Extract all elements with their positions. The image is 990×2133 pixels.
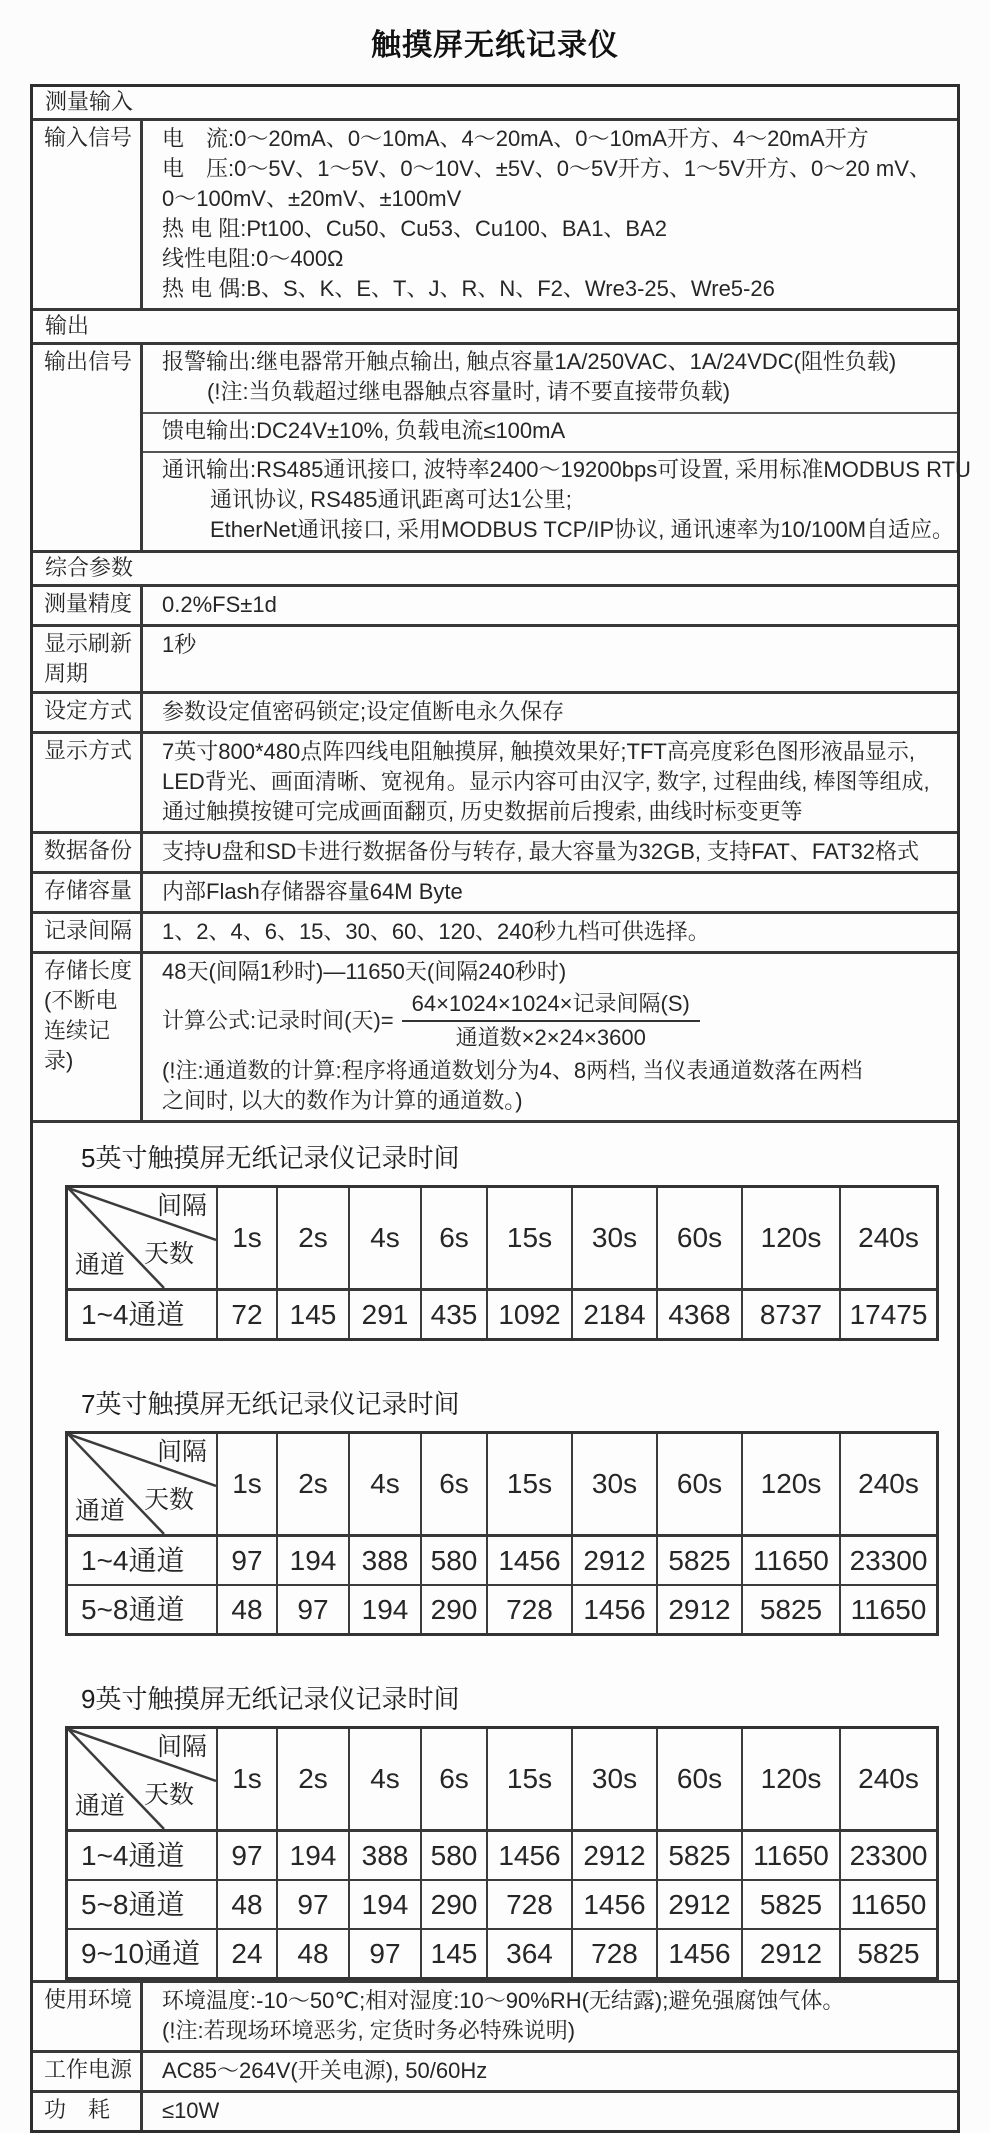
channel-row-label: 9~10通道 (81, 1937, 201, 1969)
record-table-header (68, 1729, 936, 1832)
row-data-backup (33, 831, 957, 871)
table-row (68, 1291, 936, 1338)
input-signal-line: 热 电 阻:Pt100、Cu50、Cu53、Cu100、BA1、BA2 (162, 216, 668, 241)
row-storage-capacity (33, 871, 957, 911)
days-value-cell: 4368 (656, 1291, 741, 1338)
days-value-cell: 97 (276, 1881, 348, 1928)
diagonal-label-days: 天数 (144, 1486, 195, 1514)
days-value-cell: 11650 (741, 1832, 839, 1879)
display-method-line: 7英寸800*480点阵四线电阻触摸屏, 触摸效果好;TFT高亮度彩色图形液晶显示, (162, 739, 915, 764)
days-value-cell: 5825 (656, 1537, 741, 1584)
data-backup-label: 数据备份 (33, 834, 143, 871)
days-value-cell: 580 (420, 1537, 486, 1584)
interval-header-cell: 6s (420, 1188, 486, 1288)
row-value-cells (216, 1930, 936, 1977)
interval-header-cell: 240s (839, 1729, 936, 1829)
days-value-cell: 23300 (839, 1832, 936, 1879)
display-method-line: LED背光、画面清晰、宽视角。显示内容可由汉字, 数字, 过程曲线, 棒图等组成, (162, 769, 930, 794)
diagonal-header-cell (68, 1434, 216, 1534)
record-table-header (68, 1434, 936, 1537)
days-value-cell: 5825 (741, 1586, 839, 1633)
storage-length-formula (162, 989, 947, 1053)
interval-header-cell: 240s (839, 1188, 936, 1288)
comm-output-line3: EtherNet通讯接口, 采用MODBUS TCP/IP协议, 通讯速率为10/100M自适应。 (210, 517, 955, 542)
feed-output-line: 馈电输出:DC24V±10%, 负载电流≤100mA (162, 418, 566, 443)
record-interval-value: 1、2、4、6、15、30、60、120、240秒九档可供选择。 (162, 919, 710, 944)
days-value-cell: 291 (348, 1291, 420, 1338)
days-value-cell: 8737 (741, 1291, 839, 1338)
accuracy-value: 0.2%FS±1d (162, 592, 277, 617)
formula-numerator: 64×1024×1024×记录间隔(S) (402, 989, 700, 1022)
storage-length-label-line3: 连续记录) (44, 1018, 111, 1073)
diagonal-label-interval: 间隔 (156, 1438, 207, 1466)
days-value-cell: 728 (486, 1586, 571, 1633)
days-value-cell: 1456 (571, 1586, 656, 1633)
section-header-output: 输出 (33, 308, 957, 342)
channel-row-label: 5~8通道 (81, 1888, 185, 1920)
storage-length-note2: 之间时, 以大的数作为计算的通道数。) (162, 1088, 523, 1113)
diagonal-header-cell (68, 1188, 216, 1288)
refresh-period-value: 1秒 (162, 632, 197, 657)
storage-capacity-value: 内部Flash存储器容量64M Byte (162, 879, 463, 904)
days-value-cell: 1092 (486, 1291, 571, 1338)
interval-header-cell: 15s (486, 1188, 571, 1288)
power-supply-value: AC85～264V(开关电源), 50/60Hz (162, 2058, 488, 2083)
days-value-cell: 11650 (839, 1881, 936, 1928)
input-signal-line: 电 流:0～20mA、0～10mA、4～20mA、0～10mA开方、4～20mA开方 (162, 126, 869, 151)
record-table-7inch (65, 1431, 939, 1636)
days-value-cell: 11650 (839, 1586, 936, 1633)
output-signal-label: 输出信号 (33, 345, 143, 550)
display-method-line: 通过触摸按键可完成画面翻页, 历史数据前后搜索, 曲线时标变更等 (162, 799, 803, 824)
days-value-cell: 194 (276, 1537, 348, 1584)
row-display-method (33, 731, 957, 831)
row-value-cells (216, 1881, 936, 1928)
power-consumption-label: 功 耗 (33, 2093, 143, 2130)
days-value-cell: 97 (348, 1930, 420, 1977)
interval-header-cell: 30s (571, 1434, 656, 1534)
row-value-cells (216, 1586, 936, 1633)
row-value-cells (216, 1537, 936, 1584)
days-value-cell: 388 (348, 1832, 420, 1879)
record-table-block-7inch (65, 1389, 957, 1636)
days-value-cell: 5825 (656, 1832, 741, 1879)
days-value-cell: 72 (216, 1291, 276, 1338)
days-value-cell: 11650 (741, 1537, 839, 1584)
diagonal-label-interval: 间隔 (156, 1192, 207, 1220)
setting-method-value: 参数设定值密码锁定;设定值断电永久保存 (162, 699, 565, 724)
record-table-title-5inch: 5英寸触摸屏无纸记录仪记录时间 (81, 1143, 460, 1173)
days-value-cell: 2912 (656, 1881, 741, 1928)
days-value-cell: 23300 (839, 1537, 936, 1584)
refresh-period-label: 显示刷新周期 (33, 627, 143, 691)
days-value-cell: 2184 (571, 1291, 656, 1338)
interval-header-cell: 120s (741, 1188, 839, 1288)
interval-header-cell: 240s (839, 1434, 936, 1534)
interval-header-cell: 120s (741, 1434, 839, 1534)
comm-output-subrow (143, 451, 971, 550)
days-value-cell: 48 (276, 1930, 348, 1977)
environment-content (143, 1983, 957, 2050)
channel-row-label: 1~4通道 (81, 1839, 185, 1871)
days-value-cell: 388 (348, 1537, 420, 1584)
days-value-cell: 290 (420, 1881, 486, 1928)
page-title: 触摸屏无纸记录仪 (371, 29, 619, 62)
storage-length-range: 48天(间隔1秒时)—11650天(间隔240秒时) (162, 959, 567, 984)
record-interval-label: 记录间隔 (33, 914, 143, 951)
input-signal-label: 输入信号 (33, 121, 143, 308)
interval-header-cell: 15s (486, 1434, 571, 1534)
row-setting-method (33, 691, 957, 731)
table-row (68, 1584, 936, 1633)
row-storage-length (33, 951, 957, 1120)
days-value-cell: 2912 (571, 1832, 656, 1879)
record-table-block-5inch (65, 1143, 957, 1341)
days-value-cell: 17475 (839, 1291, 936, 1338)
diagonal-label-days: 天数 (144, 1240, 195, 1268)
storage-length-label-line1: 存储长度 (44, 958, 133, 983)
input-signal-line: 电 压:0～5V、1～5V、0～10V、±5V、0～5V开方、1～5V开方、0～20 mV、 (162, 156, 931, 181)
interval-header-cells (216, 1188, 936, 1288)
days-value-cell: 48 (216, 1881, 276, 1928)
days-value-cell: 2912 (656, 1586, 741, 1633)
days-value-cell: 1456 (486, 1832, 571, 1879)
interval-header-cells (216, 1729, 936, 1829)
diagonal-label-channel: 通道 (75, 1792, 126, 1820)
days-value-cell: 1456 (571, 1881, 656, 1928)
environment-line1: 环境温度:-10～50℃;相对湿度:10～90%RH(无结露);避免强腐蚀气体。 (162, 1988, 845, 2013)
row-power-consumption (33, 2090, 957, 2130)
days-value-cell: 580 (420, 1832, 486, 1879)
record-table-9inch (65, 1726, 939, 1980)
days-value-cell: 97 (276, 1586, 348, 1633)
diagonal-label-days: 天数 (144, 1781, 195, 1809)
days-value-cell: 435 (420, 1291, 486, 1338)
channel-row-label: 1~4通道 (81, 1544, 185, 1576)
input-signal-content (143, 121, 957, 308)
interval-header-cell: 1s (216, 1434, 276, 1534)
setting-method-label: 设定方式 (33, 694, 143, 731)
channel-row-label: 5~8通道 (81, 1593, 185, 1625)
interval-header-cell: 1s (216, 1188, 276, 1288)
days-value-cell: 2912 (741, 1930, 839, 1977)
output-signal-content (143, 345, 971, 550)
days-value-cell: 194 (276, 1832, 348, 1879)
interval-header-cells (216, 1434, 936, 1534)
alarm-output-line: 报警输出:继电器常开触点输出, 触点容量1A/250VAC、1A/24VDC(阻性负载) (162, 349, 897, 374)
days-value-cell: 728 (486, 1881, 571, 1928)
table-row (68, 1928, 936, 1977)
input-signal-line: 热 电 偶:B、S、K、E、T、J、R、N、F2、Wre3-25、Wre5-26 (162, 276, 775, 301)
interval-header-cell: 30s (571, 1729, 656, 1829)
channel-row-label: 1~4通道 (81, 1298, 185, 1330)
formula-fraction (402, 989, 700, 1053)
section-header-general-params: 综合参数 (33, 550, 957, 584)
interval-header-cell: 60s (656, 1434, 741, 1534)
record-table-title-9inch: 9英寸触摸屏无纸记录仪记录时间 (81, 1684, 460, 1714)
interval-header-cell: 2s (276, 1188, 348, 1288)
days-value-cell: 1456 (656, 1930, 741, 1977)
interval-header-cell: 4s (348, 1188, 420, 1288)
spec-table (30, 84, 971, 2133)
feed-output-subrow (143, 412, 957, 451)
row-input-signal (33, 118, 957, 308)
interval-header-cell: 15s (486, 1729, 571, 1829)
power-consumption-value: ≤10W (162, 2098, 220, 2123)
diagonal-label-channel: 通道 (75, 1497, 126, 1525)
environment-line2: (!注:若现场环境恶劣, 定货时务必特殊说明) (162, 2018, 576, 2043)
storage-length-content (143, 954, 957, 1120)
row-accuracy (33, 584, 957, 624)
diagonal-label-interval: 间隔 (156, 1733, 207, 1761)
interval-header-cell: 4s (348, 1729, 420, 1829)
days-value-cell: 290 (420, 1586, 486, 1633)
days-value-cell: 1456 (486, 1537, 571, 1584)
row-output-signal (33, 342, 971, 550)
storage-length-note1: (!注:通道数的计算:程序将通道数划分为4、8两档, 当仪表通道数落在两档 (162, 1058, 863, 1083)
input-signal-line: 线性电阻:0～400Ω (162, 246, 344, 271)
accuracy-label: 测量精度 (33, 587, 143, 624)
row-value-cells (216, 1291, 936, 1338)
interval-header-cell: 60s (656, 1188, 741, 1288)
row-value-cells (216, 1832, 936, 1879)
days-value-cell: 97 (216, 1832, 276, 1879)
power-supply-label: 工作电源 (33, 2053, 143, 2090)
days-value-cell: 24 (216, 1930, 276, 1977)
days-value-cell: 2912 (571, 1537, 656, 1584)
record-table-5inch (65, 1185, 939, 1341)
record-table-title-7inch: 7英寸触摸屏无纸记录仪记录时间 (81, 1389, 460, 1419)
interval-header-cell: 60s (656, 1729, 741, 1829)
row-record-tables (33, 1120, 957, 1980)
row-refresh-period (33, 624, 957, 691)
interval-header-cell: 6s (420, 1729, 486, 1829)
interval-header-cell: 6s (420, 1434, 486, 1534)
interval-header-cell: 120s (741, 1729, 839, 1829)
interval-header-cell: 1s (216, 1729, 276, 1829)
table-row (68, 1537, 936, 1584)
days-value-cell: 194 (348, 1881, 420, 1928)
days-value-cell: 48 (216, 1586, 276, 1633)
comm-output-line2: 通讯协议, RS485通讯距离可达1公里; (210, 487, 572, 512)
table-row (68, 1879, 936, 1928)
days-value-cell: 364 (486, 1930, 571, 1977)
display-method-content (143, 734, 957, 831)
diagonal-label-channel: 通道 (75, 1251, 126, 1279)
interval-header-cell: 30s (571, 1188, 656, 1288)
days-value-cell: 97 (216, 1537, 276, 1584)
days-value-cell: 145 (276, 1291, 348, 1338)
data-backup-value: 支持U盘和SD卡进行数据备份与转存, 最大容量为32GB, 支持FAT、FAT32格式 (162, 839, 920, 864)
days-value-cell: 5825 (741, 1881, 839, 1928)
interval-header-cell: 2s (276, 1729, 348, 1829)
days-value-cell: 194 (348, 1586, 420, 1633)
alarm-output-subrow (143, 345, 957, 412)
record-table-header (68, 1188, 936, 1291)
days-value-cell: 728 (571, 1930, 656, 1977)
formula-prefix: 计算公式:记录时间(天)= (162, 1008, 394, 1033)
interval-header-cell: 4s (348, 1434, 420, 1534)
interval-header-cell: 2s (276, 1434, 348, 1534)
days-value-cell: 5825 (839, 1930, 936, 1977)
diagonal-header-cell (68, 1729, 216, 1829)
display-method-label: 显示方式 (33, 734, 143, 831)
table-row (68, 1832, 936, 1879)
storage-length-label-line2: (不断电 (44, 988, 118, 1013)
environment-label: 使用环境 (33, 1983, 143, 2050)
storage-capacity-label: 存储容量 (33, 874, 143, 911)
formula-denominator: 通道数×2×24×3600 (455, 1025, 646, 1050)
section-header-measure-input: 测量输入 (45, 89, 134, 114)
days-value-cell: 145 (420, 1930, 486, 1977)
record-tables-cell (33, 1123, 957, 1980)
alarm-output-note: (!注:当负载超过继电器触点容量时, 请不要直接带负载) (207, 379, 731, 404)
input-signal-line: 0～100mV、±20mV、±100mV (162, 186, 462, 211)
row-power-supply (33, 2050, 957, 2090)
record-table-block-9inch (65, 1684, 957, 1980)
row-environment (33, 1980, 957, 2050)
storage-length-label (33, 954, 143, 1120)
row-record-interval (33, 911, 957, 951)
comm-output-line1: 通讯输出:RS485通讯接口, 波特率2400～19200bps可设置, 采用标准MODBUS RTU (162, 457, 971, 482)
